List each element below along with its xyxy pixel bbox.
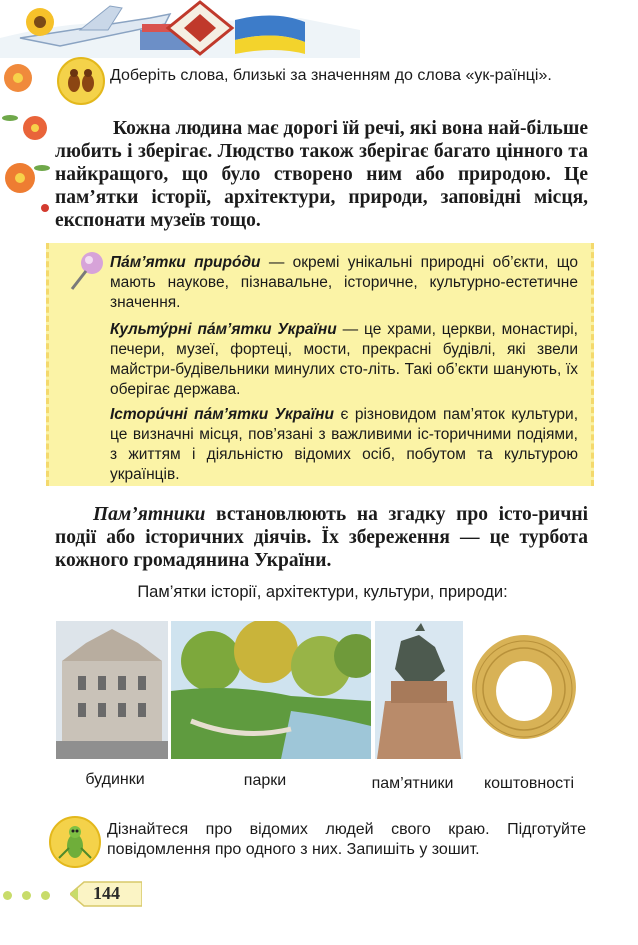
definition-body: — це храми, церкви, монастирі, печери, музеї, фортеці, мости, прекрасні будівлі, які звели майстри-будівельники минулих сто-літь. Такі об’єкти шанують, їх оберігає держава. xyxy=(110,321,578,398)
grasshopper-icon xyxy=(49,816,101,868)
intro-paragraph: Кожна людина має дорогі їй речі, які вона най-більше любить і зберігає. Людство також зберігає багато цінного та найкращого, що було створено ним або природою. Це пам’ятки історії, архітектури, природи, заповідні місця, експонати музеїв тощо. xyxy=(55,118,588,231)
page-number: 144 xyxy=(93,883,120,903)
monuments-text: встановлюють на згадку про істо-ричні події або історичних діячів. Їх збереження — це турбота кожного громадянина України. xyxy=(55,504,588,571)
monuments-paragraph xyxy=(55,503,588,572)
monument-photo xyxy=(375,621,463,759)
photo-caption: пам’ятники xyxy=(371,775,454,792)
definition-term: Культу́рні па́м’ятки України xyxy=(110,321,337,338)
pushpin-icon xyxy=(64,247,108,295)
park-photo xyxy=(171,621,371,759)
header-banner xyxy=(0,0,360,58)
photos-heading: Пам’ятки історії, архітектури, культури, природи: xyxy=(137,583,508,601)
pectoral-photo xyxy=(467,627,582,752)
photo-caption: парки xyxy=(243,772,287,789)
definition-nature xyxy=(110,253,578,313)
definition-history xyxy=(110,405,578,485)
definition-body: є різновидом пам’яток культури, це визначні місця, пов’язані з важливими іс-торичними подіями, з життям і діяльністю відомих осіб, побутом та культурою українців. xyxy=(110,406,579,483)
photo-caption: будинки xyxy=(85,771,145,788)
ants-icon xyxy=(57,57,105,105)
task-2-text: Дізнайтеся про відомих людей свого краю. Підготуйте повідомлення про одного з них. Запишіть у зошит. xyxy=(107,821,586,858)
footer-dot xyxy=(3,891,12,900)
definition-body: — окремі унікальні природні об’єкти, що мають наукове, пізнавальне, історичне, культурно-естетичне значення. xyxy=(110,254,578,311)
flowers-decoration xyxy=(0,58,55,228)
sunflower-icon xyxy=(26,8,54,36)
definition-term: Істори́чні па́м’ятки України xyxy=(110,406,334,423)
task-1-text: Доберіть слова, близькі за значенням до слова «ук-раїнці». xyxy=(110,67,552,84)
definition-culture xyxy=(110,320,578,400)
footer-dot xyxy=(22,891,31,900)
definition-term: Па́м’ятки приро́ди xyxy=(110,254,261,271)
footer-dot xyxy=(41,891,50,900)
building-photo xyxy=(56,621,168,759)
photo-caption: коштовності xyxy=(483,775,575,792)
monuments-term: Пам’ятники xyxy=(93,504,206,525)
